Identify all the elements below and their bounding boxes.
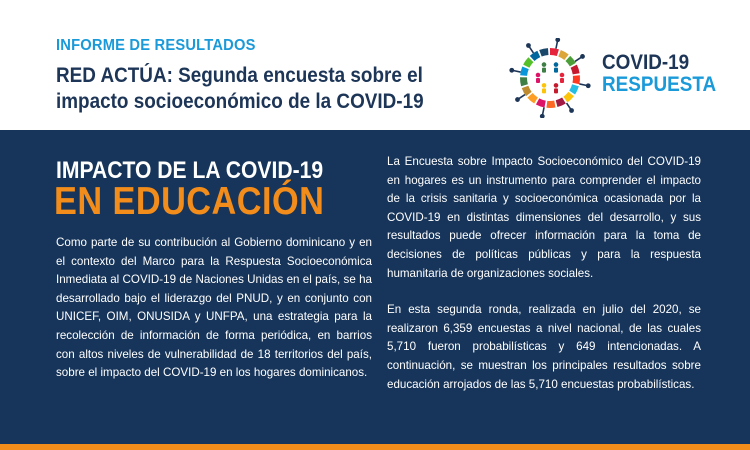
bottom-accent-strip xyxy=(0,444,750,450)
logo-spike-tip xyxy=(509,68,514,73)
logo-spike-tip xyxy=(569,108,574,113)
logo-figure-head xyxy=(542,83,547,88)
logo-figure-head xyxy=(554,62,559,67)
logo-wheel-segment xyxy=(522,86,532,96)
logo-wheel-segment xyxy=(530,51,540,61)
logo-line-covid: COVID-19 xyxy=(602,51,690,74)
report-title-line-2: impacto socioeconómico de la COVID-19 xyxy=(56,90,424,113)
logo-figure-body xyxy=(542,88,546,93)
logo-spike-tip xyxy=(540,114,545,118)
logo-spike xyxy=(575,58,581,62)
logo-spike xyxy=(567,103,571,109)
logo-wheel-segment xyxy=(520,66,529,75)
sdg-wheel-people-icon xyxy=(505,38,595,118)
logo-wheel-segment xyxy=(550,48,559,56)
logo-wheel-segment xyxy=(539,48,548,56)
logo-spike xyxy=(514,71,521,72)
survey-description-paragraph: La Encuesta sobre Impacto Socioeconómico del COVID-19 en hogares es un instrumento para comprender el impacto de la crisis sanitaria y socioeconómica ocasionada por la COVID-19 en distintas dimensiones del desarrollo, y sus resultados puede ofrecer información para la toma de decisiones de políticas públicas y para la respuesta humanitaria de organizaciones sociales. xyxy=(387,155,701,280)
section-heading-large: EN EDUCACIÓN xyxy=(54,180,325,223)
logo-wheel-segment xyxy=(571,65,580,75)
logo-figure-body xyxy=(542,68,546,73)
intro-paragraph: Como parte de su contribución al Gobierno dominicano y en el contexto del Marco para la Respuesta Socioeconómica Inmediata al COVID-19 de Naciones Unidas en el país, se ha desarrollado bajo el liderazgo del PNUD, y en conjunto con UNICEF, OIM, ONUSIDA y UNFPA, una estrategia para la recolección de información de forma periódica, en barrios con altos niveles de vulnerabilidad de 18 territorios del país, sobre el impacto del COVID-19 en los hogares dominicanos. xyxy=(56,236,372,380)
logo-wheel-segment xyxy=(546,101,555,108)
report-title-line-1: RED ACTÚA: Segunda encuesta sobre el xyxy=(56,64,423,87)
logo-spike xyxy=(579,84,586,85)
report-kicker: INFORME DE RESULTADOS xyxy=(56,37,256,54)
logo-spike-tip xyxy=(555,38,560,42)
logo-wheel-segment xyxy=(572,75,580,84)
logo-spike-tip xyxy=(526,43,531,48)
logo-figure-body xyxy=(560,78,564,83)
report-header xyxy=(0,0,750,130)
logo-figure-body xyxy=(554,68,558,73)
logo-figure-head xyxy=(554,83,559,88)
section-heading-small: IMPACTO DE LA COVID-19 xyxy=(56,157,324,184)
logo-wheel-segment xyxy=(563,92,574,103)
logo-spike xyxy=(543,107,544,114)
logo-wheel-segment xyxy=(527,93,538,103)
logo-wheel-segment xyxy=(565,56,575,67)
left-column xyxy=(56,234,372,383)
logo-figure-head xyxy=(536,73,541,78)
logo-spike xyxy=(519,95,525,99)
logo-wheel-segment xyxy=(520,77,528,86)
logo-spike-tip xyxy=(586,83,591,88)
covid-response-logo-text xyxy=(602,52,716,96)
logo-wheel-segment xyxy=(523,57,533,68)
right-column xyxy=(387,153,701,412)
logo-spike xyxy=(556,42,557,49)
logo-wheel-segment xyxy=(556,98,566,108)
logo-wheel-segment xyxy=(536,98,546,107)
logo-figure-body xyxy=(536,78,540,83)
logo-wheel-segment xyxy=(558,50,568,60)
logo-spike-tip xyxy=(515,97,520,102)
logo-figure-body xyxy=(554,88,558,93)
logo-spike xyxy=(530,47,534,53)
report-title xyxy=(56,63,443,115)
survey-round-paragraph: En esta segunda ronda, realizada en julio del 2020, se realizaron 6,359 encuestas a nivel nacional, de las cuales 5,710 fueron probabilísticas y 649 intencionadas. A continuación, se muestran los principales resultados sobre educación arrojados de las 5,710 encuestas probabilísticas. xyxy=(387,303,701,391)
logo-line-respuesta: RESPUESTA xyxy=(602,73,717,96)
logo-spike-tip xyxy=(580,54,585,59)
logo-wheel-segment xyxy=(569,84,579,94)
logo-figure-head xyxy=(560,73,565,78)
logo-figure-head xyxy=(542,62,547,67)
